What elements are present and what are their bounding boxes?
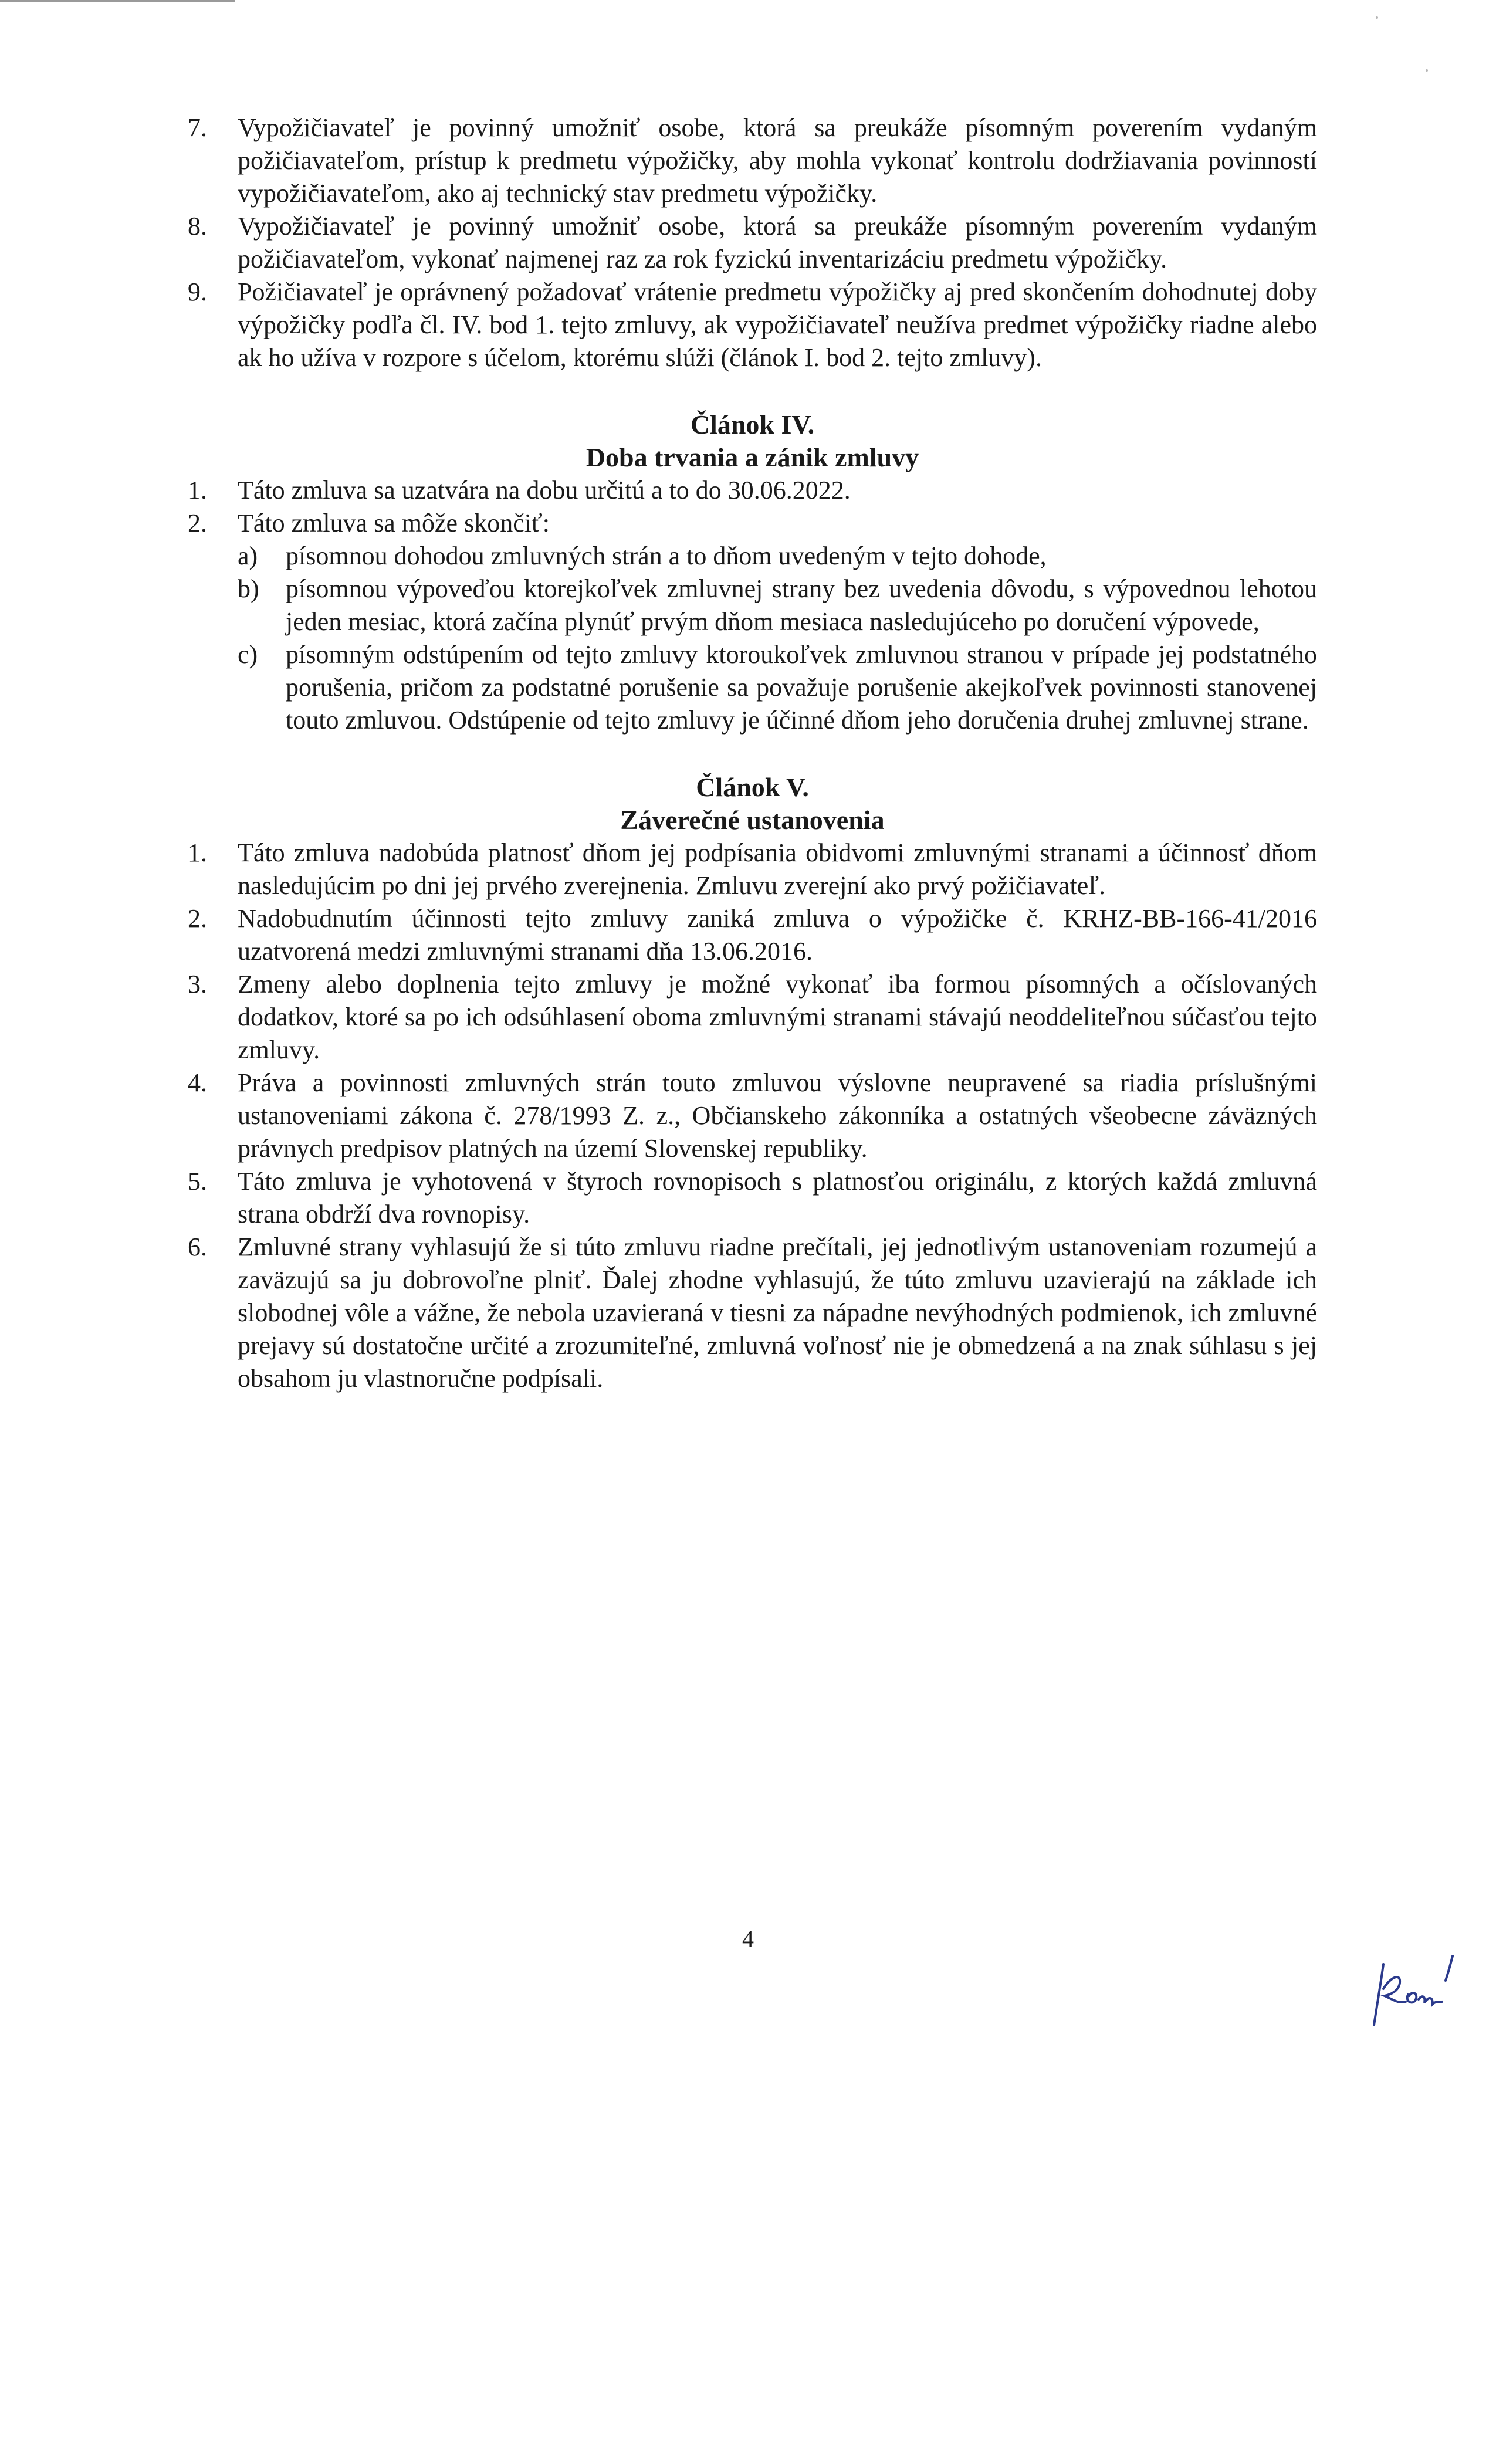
list-item — [188, 1067, 1317, 1165]
sub-item-text: písomnou dohodou zmluvných strán a to dňom uvedeným v tejto dohode, — [286, 541, 1047, 570]
item-text: Požičiavateľ je oprávnený požadovať vrátenie predmetu výpožičky aj pred skončením dohodnutej doby výpožičky podľa čl. IV. bod 1. tejto zmluvy, ak vypožičiavateľ neužíva predmet výpožičky riadne alebo ak ho užíva v rozpore s účelom, ktorému slúži (článok I. bod 2. tejto zmluvy). — [238, 277, 1317, 372]
item-text: Táto zmluva nadobúda platnosť dňom jej podpísania obidvomi zmluvnými stranami a účinnosť dňom nasledujúcim po dni jej prvého zverejnenia. Zmluvu zverejní ako prvý požičiavateľ. — [238, 838, 1317, 900]
list-item — [188, 474, 1317, 507]
item-text: Práva a povinnosti zmluvných strán touto zmluvou výslovne neupravené sa riadia príslušnými ustanoveniami zákona č. 278/1993 Z. z., Občianskeho zákonníka a ostatných všeobecne záväzných právnych predpisov platných na území Slovenskej republiky. — [238, 1068, 1317, 1163]
list-item — [188, 902, 1317, 968]
list-item — [188, 111, 1317, 210]
item-number: 3. — [188, 970, 207, 999]
sub-item-letter: c) — [238, 640, 258, 669]
article-iv-items — [188, 474, 1317, 737]
item-number: 9. — [188, 277, 207, 306]
item-text: Táto zmluva sa môže skončiť: — [238, 509, 550, 537]
list-item — [188, 837, 1317, 902]
sub-list-item — [238, 638, 1317, 737]
item-number: 7. — [188, 113, 207, 142]
sub-item-text: písomným odstúpením od tejto zmluvy ktoroukoľvek zmluvnou stranou v prípade jej podstatného porušenia, pričom za podstatné porušenie sa považuje porušenie akejkoľvek povinnosti stanovenej touto zmluvou. Odstúpenie od tejto zmluvy je účinné dňom jeho doručenia druhej zmluvnej strane. — [286, 640, 1317, 735]
item-text: Vypožičiavateľ je povinný umožniť osobe, ktorá sa preukáže písomným poverením vydaným požičiavateľom, vykonať najmenej raz za rok fyzickú inventarizáciu predmetu výpožičky. — [238, 212, 1317, 273]
sub-item-letter: a) — [238, 541, 258, 570]
list-item — [188, 968, 1317, 1067]
sub-item-letter: b) — [238, 574, 259, 603]
item-text: Nadobudnutím účinnosti tejto zmluvy zaniká zmluva o výpožičke č. KRHZ-BB-166-41/2016 uzatvorená medzi zmluvnými stranami dňa 13.06.2016. — [238, 904, 1317, 966]
article-iii-continued — [188, 111, 1317, 374]
page-number: 4 — [742, 1925, 754, 1952]
sub-item-text: písomnou výpoveďou ktorejkoľvek zmluvnej strany bez uvedenia dôvodu, s výpovednou lehotou jeden mesiac, ktorá začína plynúť prvým dňom mesiaca nasledujúceho po doručení výpovede, — [286, 574, 1317, 636]
article-v — [188, 771, 1317, 1395]
item-number: 1. — [188, 476, 207, 505]
item-text: Vypožičiavateľ je povinný umožniť osobe, ktorá sa preukáže písomným poverením vydaným požičiavateľom, prístup k predmetu výpožičky, aby mohla vykonať kontrolu dodržiavania povinností vypožičiavateľom, ako aj technický stav predmetu výpožičky. — [238, 113, 1317, 208]
item-text: Táto zmluva sa uzatvára na dobu určitú a to do 30.06.2022. — [238, 476, 851, 505]
document-page — [188, 111, 1317, 1395]
item-number: 6. — [188, 1233, 207, 1261]
sub-list — [238, 540, 1317, 737]
item-number: 1. — [188, 838, 207, 867]
article-iii-items — [188, 111, 1317, 374]
article-iv-heading: Článok IV. — [690, 409, 815, 439]
list-item — [188, 276, 1317, 374]
article-v-title: Záverečné ustanovenia — [620, 805, 885, 835]
sub-list-item — [238, 540, 1317, 573]
item-number: 2. — [188, 509, 207, 537]
sub-list-item — [238, 573, 1317, 638]
item-number: 4. — [188, 1068, 207, 1097]
item-number: 5. — [188, 1167, 207, 1196]
list-item — [188, 1231, 1317, 1395]
list-item — [188, 507, 1317, 737]
article-iv-title: Doba trvania a zánik zmluvy — [585, 442, 919, 472]
item-number: 8. — [188, 212, 207, 241]
item-number: 2. — [188, 904, 207, 933]
scan-speck — [1426, 69, 1428, 72]
article-v-items — [188, 837, 1317, 1395]
item-text: Zmeny alebo doplnenia tejto zmluvy je možné vykonať iba formou písomných a očíslovaných dodatkov, ktoré sa po ich odsúhlasení oboma zmluvnými stranami stávajú neoddeliteľnou súčasťou tejto zmluvy. — [238, 970, 1317, 1064]
item-text: Zmluvné strany vyhlasujú že si túto zmluvu riadne prečítali, jej jednotlivým ustanoveniam rozumejú a zaväzujú sa ju dobrovoľne plniť. Ďalej zhodne vyhlasujú, že túto zmluvu uzavierajú na základe ich slobodnej vôle a vážne, že nebola uzavieraná v tiesni za nápadne nevýhodných podmienok, ich zmluvné prejavy sú dostatočne určité a zrozumiteľné, zmluvná voľnosť nie je obmedzená a na znak súhlasu s jej obsahom ju vlastnoručne podpísali. — [238, 1233, 1317, 1393]
scan-speck — [1376, 16, 1378, 19]
scan-edge-line — [0, 0, 235, 2]
handwritten-initials — [1367, 1954, 1461, 2030]
article-v-heading: Článok V. — [696, 772, 809, 802]
article-iv — [188, 408, 1317, 737]
item-text: Táto zmluva je vyhotovená v štyroch rovnopisoch s platnosťou originálu, z ktorých každá zmluvná strana obdrží dva rovnopisy. — [238, 1167, 1317, 1228]
list-item — [188, 1165, 1317, 1231]
list-item — [188, 210, 1317, 276]
